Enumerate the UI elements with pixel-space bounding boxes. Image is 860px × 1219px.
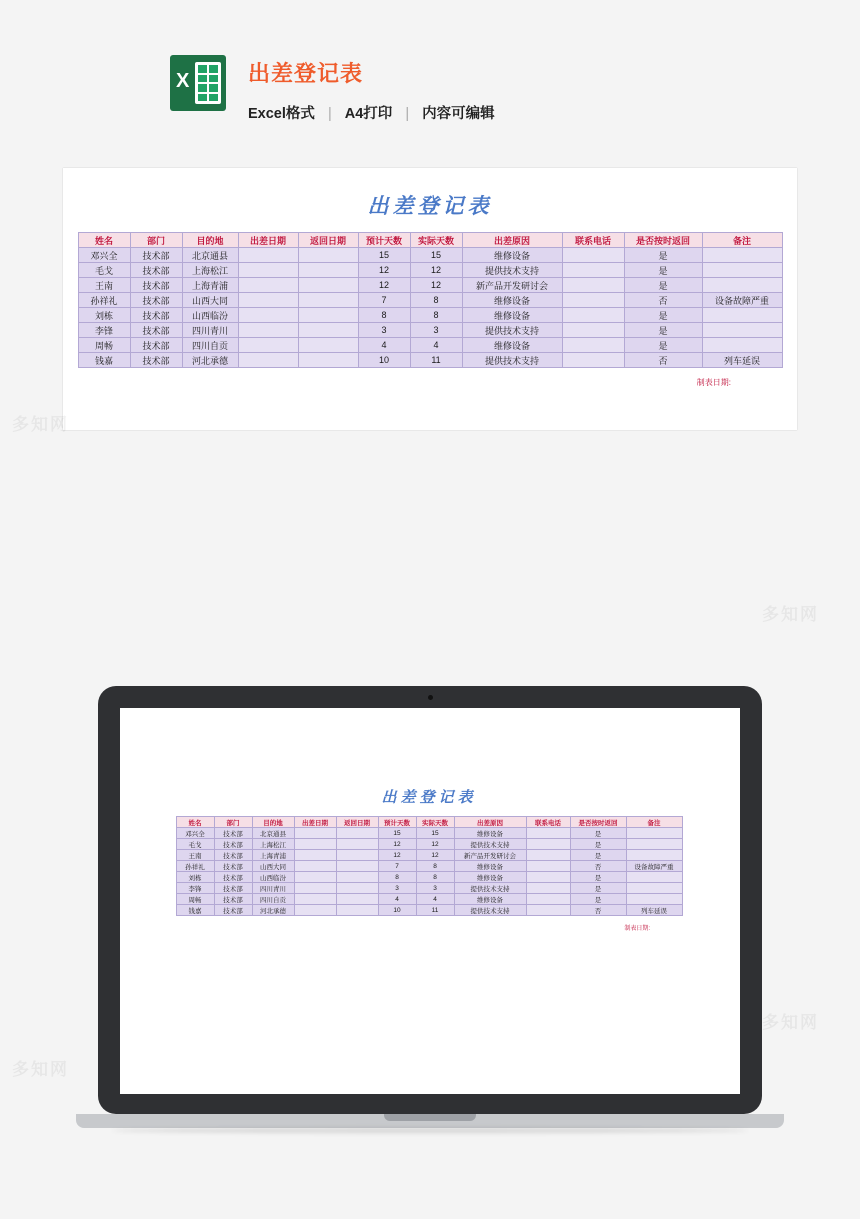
cell-plan-days: 8: [358, 308, 410, 323]
cell-on-time: 是: [570, 839, 626, 850]
col-remark: 备注: [702, 233, 782, 248]
document-header: [170, 55, 495, 123]
cell-actual-days: 8: [416, 872, 454, 883]
cell-dept: 技术部: [130, 278, 182, 293]
cell-return-date: [336, 872, 378, 883]
cell-on-time: 是: [570, 883, 626, 894]
cell-name: 毛戈: [176, 839, 214, 850]
preview-card-laptop: [160, 770, 698, 962]
travel-register-table: [78, 232, 783, 368]
meta-separator-2: |: [405, 106, 410, 122]
table-row: [176, 872, 682, 883]
cell-phone: [526, 861, 570, 872]
cell-remark: [702, 308, 782, 323]
cell-plan-days: 15: [378, 828, 416, 839]
table-row: [78, 293, 782, 308]
cell-name: 周畅: [78, 338, 130, 353]
preview-card[interactable]: [63, 168, 797, 430]
cell-phone: [562, 308, 624, 323]
cell-actual-days: 12: [410, 263, 462, 278]
cell-dept: 技术部: [130, 248, 182, 263]
cell-dept: 技术部: [130, 263, 182, 278]
cell-on-time: 否: [624, 293, 702, 308]
cell-on-time: 否: [570, 905, 626, 916]
table-row: [176, 839, 682, 850]
cell-destination: 四川自贡: [252, 894, 294, 905]
cell-actual-days: 8: [410, 293, 462, 308]
cell-return-date: [336, 905, 378, 916]
cell-remark: 列车延误: [702, 353, 782, 368]
cell-destination: 上海松江: [182, 263, 238, 278]
table-row: [176, 905, 682, 916]
cell-dept: 技术部: [214, 861, 252, 872]
cell-return-date: [298, 278, 358, 293]
travel-register-table-small: [176, 816, 683, 916]
cell-name: 李锋: [78, 323, 130, 338]
cell-phone: [526, 905, 570, 916]
meta-print: A4打印: [344, 106, 393, 122]
cell-destination: 上海青浦: [252, 850, 294, 861]
watermark: 多知网: [12, 415, 69, 434]
table-row: [176, 894, 682, 905]
cell-name: 孙祥礼: [176, 861, 214, 872]
cell-phone: [526, 872, 570, 883]
cell-reason: 提供技术支持: [454, 839, 526, 850]
col-phone-small: 联系电话: [526, 817, 570, 828]
cell-return-date: [298, 323, 358, 338]
cell-on-time: 是: [624, 308, 702, 323]
cell-name: 钱嘉: [78, 353, 130, 368]
cell-remark: 设备故障严重: [626, 861, 682, 872]
cell-dept: 技术部: [214, 872, 252, 883]
cell-return-date: [298, 248, 358, 263]
cell-actual-days: 4: [416, 894, 454, 905]
cell-reason: 提供技术支持: [462, 263, 562, 278]
col-destination: 目的地: [182, 233, 238, 248]
cell-return-date: [298, 308, 358, 323]
cell-plan-days: 10: [378, 905, 416, 916]
cell-name: 毛戈: [78, 263, 130, 278]
cell-destination: 山西大同: [252, 861, 294, 872]
cell-dept: 技术部: [214, 894, 252, 905]
sheet-title: 出差登记表: [367, 193, 493, 218]
cell-remark: [702, 278, 782, 293]
col-on-time-small: 是否按时返回: [570, 817, 626, 828]
cell-phone: [562, 353, 624, 368]
cell-return-date: [336, 828, 378, 839]
col-reason-small: 出差原因: [454, 817, 526, 828]
cell-return-date: [336, 839, 378, 850]
cell-on-time: 否: [624, 353, 702, 368]
cell-on-time: 是: [570, 850, 626, 861]
cell-depart-date: [294, 839, 336, 850]
cell-phone: [562, 248, 624, 263]
cell-actual-days: 4: [410, 338, 462, 353]
meta-editable: 内容可编辑: [422, 106, 495, 122]
table-row: [176, 850, 682, 861]
watermark: 多知网: [762, 1013, 819, 1032]
cell-actual-days: 8: [416, 861, 454, 872]
cell-remark: [626, 883, 682, 894]
cell-depart-date: [294, 861, 336, 872]
cell-remark: [626, 872, 682, 883]
cell-on-time: 是: [570, 894, 626, 905]
cell-remark: [702, 338, 782, 353]
cell-remark: [626, 839, 682, 850]
table-row: [78, 278, 782, 293]
cell-destination: 四川青川: [182, 323, 238, 338]
cell-name: 邓兴全: [176, 828, 214, 839]
cell-dept: 技术部: [214, 883, 252, 894]
cell-dept: 技术部: [214, 905, 252, 916]
col-actual-days: 实际天数: [410, 233, 462, 248]
cell-destination: 山西临汾: [252, 872, 294, 883]
cell-remark: [702, 263, 782, 278]
meta-format: Excel格式: [248, 106, 315, 122]
cell-dept: 技术部: [130, 323, 182, 338]
cell-plan-days: 4: [358, 338, 410, 353]
cell-name: 刘栋: [78, 308, 130, 323]
cell-dept: 技术部: [214, 828, 252, 839]
laptop-shadow: [112, 1128, 748, 1133]
cell-plan-days: 8: [378, 872, 416, 883]
laptop-mockup: [98, 686, 762, 1146]
cell-plan-days: 15: [358, 248, 410, 263]
col-return-date: 返回日期: [298, 233, 358, 248]
cell-plan-days: 12: [358, 263, 410, 278]
cell-phone: [526, 850, 570, 861]
cell-reason: 提供技术支持: [454, 883, 526, 894]
cell-name: 王南: [78, 278, 130, 293]
cell-return-date: [298, 338, 358, 353]
cell-phone: [526, 883, 570, 894]
cell-reason: 维修设备: [462, 308, 562, 323]
cell-plan-days: 3: [378, 883, 416, 894]
cell-on-time: 是: [624, 248, 702, 263]
spreadsheet-preview-small: [160, 786, 698, 932]
table-row: [78, 338, 782, 353]
cell-dept: 技术部: [130, 338, 182, 353]
cell-reason: 维修设备: [454, 872, 526, 883]
cell-depart-date: [294, 883, 336, 894]
cell-on-time: 是: [624, 263, 702, 278]
cell-phone: [562, 338, 624, 353]
cell-on-time: 是: [570, 872, 626, 883]
cell-on-time: 是: [624, 338, 702, 353]
laptop-camera: [428, 695, 433, 700]
cell-reason: 维修设备: [462, 338, 562, 353]
cell-depart-date: [238, 308, 298, 323]
table-row: [78, 308, 782, 323]
cell-phone: [526, 828, 570, 839]
excel-icon-letter: X: [176, 70, 190, 92]
cell-actual-days: 8: [410, 308, 462, 323]
cell-dept: 技术部: [130, 353, 182, 368]
cell-reason: 新产品开发研讨会: [454, 850, 526, 861]
cell-destination: 山西大同: [182, 293, 238, 308]
table-body-small: [176, 828, 682, 916]
cell-depart-date: [238, 248, 298, 263]
cell-actual-days: 3: [410, 323, 462, 338]
cell-remark: [626, 894, 682, 905]
cell-return-date: [298, 353, 358, 368]
excel-icon-sheet: [195, 62, 221, 104]
col-name-small: 姓名: [176, 817, 214, 828]
table-body-large: [78, 248, 782, 368]
col-dept: 部门: [130, 233, 182, 248]
cell-destination: 上海青浦: [182, 278, 238, 293]
col-depart-date: 出差日期: [238, 233, 298, 248]
cell-return-date: [298, 263, 358, 278]
cell-name: 邓兴全: [78, 248, 130, 263]
col-remark-small: 备注: [626, 817, 682, 828]
cell-depart-date: [238, 323, 298, 338]
cell-dept: 技术部: [214, 850, 252, 861]
cell-reason: 提供技术支持: [454, 905, 526, 916]
spreadsheet-preview-large: [63, 190, 797, 388]
laptop-lid: [98, 686, 762, 1114]
col-depart-date-small: 出差日期: [294, 817, 336, 828]
col-name: 姓名: [78, 233, 130, 248]
col-plan-days-small: 预计天数: [378, 817, 416, 828]
table-row: [78, 353, 782, 368]
cell-depart-date: [238, 293, 298, 308]
document-meta: [248, 102, 495, 123]
cell-destination: 四川自贡: [182, 338, 238, 353]
laptop-screen: [120, 708, 740, 1094]
cell-destination: 北京通县: [182, 248, 238, 263]
cell-return-date: [336, 850, 378, 861]
cell-on-time: 是: [624, 323, 702, 338]
cell-depart-date: [238, 263, 298, 278]
excel-file-icon: [170, 55, 226, 111]
col-dept-small: 部门: [214, 817, 252, 828]
cell-depart-date: [294, 894, 336, 905]
cell-plan-days: 7: [378, 861, 416, 872]
cell-destination: 河北承德: [252, 905, 294, 916]
cell-phone: [562, 293, 624, 308]
cell-phone: [562, 278, 624, 293]
cell-plan-days: 12: [378, 850, 416, 861]
maker-date-label-small: 制表日期:: [624, 926, 650, 932]
cell-depart-date: [238, 278, 298, 293]
cell-depart-date: [294, 905, 336, 916]
cell-actual-days: 15: [410, 248, 462, 263]
sheet-title-small: 出差登记表: [381, 788, 477, 806]
page-title: 出差登记表: [248, 61, 364, 86]
cell-remark: [702, 248, 782, 263]
table-header-row-small: [176, 817, 682, 828]
col-on-time: 是否按时返回: [624, 233, 702, 248]
cell-remark: 列车延误: [626, 905, 682, 916]
laptop-notch: [384, 1114, 476, 1121]
cell-actual-days: 12: [410, 278, 462, 293]
table-row: [78, 263, 782, 278]
cell-depart-date: [238, 353, 298, 368]
cell-destination: 河北承德: [182, 353, 238, 368]
cell-actual-days: 3: [416, 883, 454, 894]
table-row: [78, 323, 782, 338]
meta-separator-1: |: [327, 106, 332, 122]
cell-on-time: 是: [624, 278, 702, 293]
cell-reason: 提供技术支持: [462, 323, 562, 338]
cell-depart-date: [238, 338, 298, 353]
cell-actual-days: 11: [416, 905, 454, 916]
cell-return-date: [336, 894, 378, 905]
excel-icon-grid: [198, 65, 218, 101]
cell-name: 刘栋: [176, 872, 214, 883]
cell-reason: 维修设备: [454, 861, 526, 872]
cell-phone: [562, 263, 624, 278]
cell-return-date: [336, 861, 378, 872]
cell-remark: [626, 850, 682, 861]
cell-phone: [526, 839, 570, 850]
cell-plan-days: 7: [358, 293, 410, 308]
cell-reason: 维修设备: [454, 894, 526, 905]
cell-name: 钱嘉: [176, 905, 214, 916]
cell-actual-days: 12: [416, 839, 454, 850]
cell-return-date: [298, 293, 358, 308]
cell-actual-days: 11: [410, 353, 462, 368]
table-header-row: [78, 233, 782, 248]
cell-remark: [626, 828, 682, 839]
cell-plan-days: 3: [358, 323, 410, 338]
cell-on-time: 是: [570, 828, 626, 839]
cell-dept: 技术部: [130, 308, 182, 323]
col-actual-days-small: 实际天数: [416, 817, 454, 828]
header-text-block: [248, 55, 495, 123]
col-reason: 出差原因: [462, 233, 562, 248]
cell-actual-days: 12: [416, 850, 454, 861]
cell-plan-days: 12: [358, 278, 410, 293]
cell-reason: 维修设备: [454, 828, 526, 839]
table-row: [78, 248, 782, 263]
table-row: [176, 861, 682, 872]
cell-remark: 设备故障严重: [702, 293, 782, 308]
cell-name: 李锋: [176, 883, 214, 894]
cell-phone: [526, 894, 570, 905]
cell-remark: [702, 323, 782, 338]
cell-phone: [562, 323, 624, 338]
cell-destination: 北京通县: [252, 828, 294, 839]
cell-reason: 新产品开发研讨会: [462, 278, 562, 293]
cell-depart-date: [294, 850, 336, 861]
cell-dept: 技术部: [130, 293, 182, 308]
cell-name: 周畅: [176, 894, 214, 905]
cell-plan-days: 12: [378, 839, 416, 850]
maker-date-label: 制表日期:: [696, 378, 731, 387]
cell-destination: 山西临汾: [182, 308, 238, 323]
table-row: [176, 883, 682, 894]
cell-depart-date: [294, 872, 336, 883]
cell-actual-days: 15: [416, 828, 454, 839]
cell-plan-days: 4: [378, 894, 416, 905]
col-plan-days: 预计天数: [358, 233, 410, 248]
cell-reason: 维修设备: [462, 248, 562, 263]
col-destination-small: 目的地: [252, 817, 294, 828]
cell-reason: 维修设备: [462, 293, 562, 308]
watermark: 多知网: [762, 605, 819, 624]
cell-dept: 技术部: [214, 839, 252, 850]
cell-destination: 四川青川: [252, 883, 294, 894]
cell-on-time: 否: [570, 861, 626, 872]
col-return-date-small: 返回日期: [336, 817, 378, 828]
cell-destination: 上海松江: [252, 839, 294, 850]
cell-name: 孙祥礼: [78, 293, 130, 308]
table-row: [176, 828, 682, 839]
cell-return-date: [336, 883, 378, 894]
cell-plan-days: 10: [358, 353, 410, 368]
cell-reason: 提供技术支持: [462, 353, 562, 368]
cell-depart-date: [294, 828, 336, 839]
col-phone: 联系电话: [562, 233, 624, 248]
watermark: 多知网: [12, 1060, 69, 1079]
cell-name: 王南: [176, 850, 214, 861]
